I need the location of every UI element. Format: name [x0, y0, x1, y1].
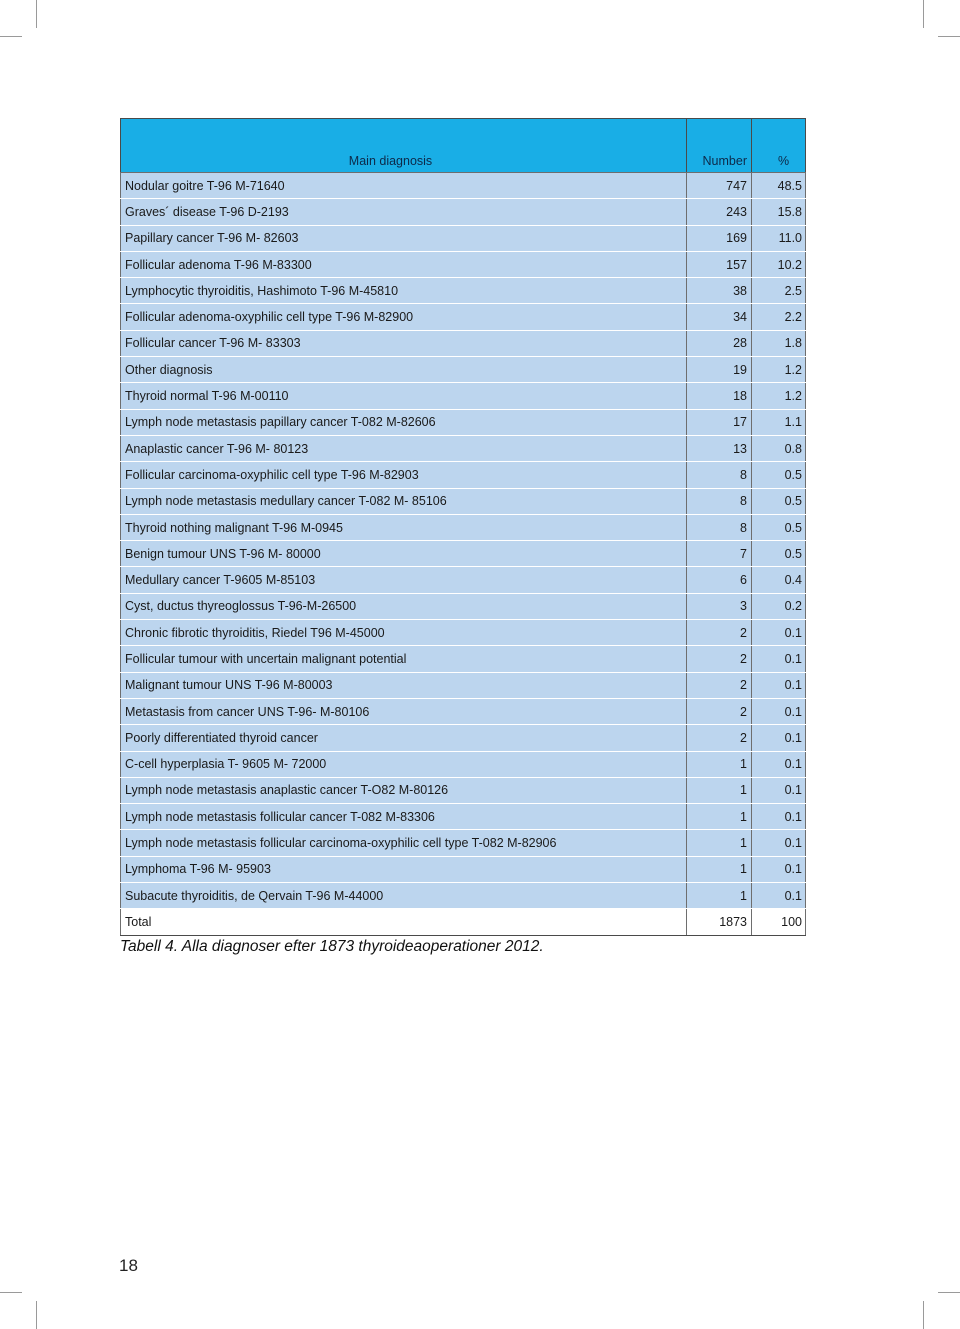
crop-mark	[0, 1292, 22, 1293]
row-diagnosis: Lymph node metastasis follicular cancer T-082 M-83306	[121, 804, 687, 830]
table-total-row	[121, 909, 806, 936]
table-row	[121, 435, 806, 461]
row-diagnosis: Follicular adenoma-oxyphilic cell type T-96 M-82900	[121, 304, 687, 330]
row-percent: 0.1	[752, 856, 806, 882]
table-row	[121, 251, 806, 277]
row-diagnosis: Thyroid normal T-96 M-00110	[121, 383, 687, 409]
table-row	[121, 462, 806, 488]
row-diagnosis: Benign tumour UNS T-96 M- 80000	[121, 541, 687, 567]
row-number: 169	[687, 225, 752, 251]
row-number: 28	[687, 330, 752, 356]
row-number: 19	[687, 357, 752, 383]
table-row	[121, 541, 806, 567]
table-row	[121, 225, 806, 251]
total-number: 1873	[687, 909, 752, 936]
row-diagnosis: Follicular tumour with uncertain malignant potential	[121, 646, 687, 672]
table-row	[121, 830, 806, 856]
row-percent: 2.2	[752, 304, 806, 330]
row-number: 2	[687, 620, 752, 646]
row-percent: 1.2	[752, 383, 806, 409]
table-row	[121, 725, 806, 751]
table-row	[121, 620, 806, 646]
row-number: 8	[687, 488, 752, 514]
crop-mark	[0, 36, 22, 37]
row-diagnosis: Malignant tumour UNS T-96 M-80003	[121, 672, 687, 698]
crop-mark	[923, 0, 924, 28]
row-number: 3	[687, 593, 752, 619]
crop-mark	[36, 1301, 37, 1329]
row-number: 34	[687, 304, 752, 330]
row-percent: 0.1	[752, 725, 806, 751]
row-number: 17	[687, 409, 752, 435]
row-percent: 0.5	[752, 462, 806, 488]
row-percent: 0.1	[752, 620, 806, 646]
row-number: 18	[687, 383, 752, 409]
row-diagnosis: Thyroid nothing malignant T-96 M-0945	[121, 514, 687, 540]
row-diagnosis: Graves´ disease T-96 D-2193	[121, 199, 687, 225]
row-percent: 1.1	[752, 409, 806, 435]
row-percent: 0.4	[752, 567, 806, 593]
row-percent: 0.8	[752, 435, 806, 461]
crop-mark	[938, 36, 960, 37]
row-number: 1	[687, 777, 752, 803]
row-number: 2	[687, 672, 752, 698]
row-number: 1	[687, 804, 752, 830]
row-diagnosis: Cyst, ductus thyreoglossus T-96-M-26500	[121, 593, 687, 619]
table-row	[121, 199, 806, 225]
row-number: 1	[687, 830, 752, 856]
row-number: 13	[687, 435, 752, 461]
table-caption: Tabell 4. Alla diagnoser efter 1873 thyroideaoperationer 2012.	[120, 938, 544, 955]
row-diagnosis: Anaplastic cancer T-96 M- 80123	[121, 435, 687, 461]
row-diagnosis: Nodular goitre T-96 M-71640	[121, 173, 687, 199]
row-percent: 0.1	[752, 698, 806, 724]
table-header-row	[121, 119, 806, 173]
crop-mark	[938, 1292, 960, 1293]
row-number: 243	[687, 199, 752, 225]
table-row	[121, 304, 806, 330]
row-diagnosis: Medullary cancer T-9605 M-85103	[121, 567, 687, 593]
row-number: 6	[687, 567, 752, 593]
row-number: 1	[687, 751, 752, 777]
table-row	[121, 383, 806, 409]
row-number: 8	[687, 514, 752, 540]
table-row	[121, 777, 806, 803]
table-row	[121, 357, 806, 383]
table-row	[121, 330, 806, 356]
row-percent: 0.1	[752, 646, 806, 672]
row-percent: 0.1	[752, 830, 806, 856]
row-diagnosis: Follicular carcinoma-oxyphilic cell type T-96 M-82903	[121, 462, 687, 488]
row-diagnosis: Lymph node metastasis papillary cancer T-082 M-82606	[121, 409, 687, 435]
row-diagnosis: Lymphoma T-96 M- 95903	[121, 856, 687, 882]
row-percent: 0.1	[752, 672, 806, 698]
crop-mark	[36, 0, 37, 28]
header-main-diagnosis: Main diagnosis	[121, 119, 687, 173]
row-number: 8	[687, 462, 752, 488]
row-percent: 0.1	[752, 883, 806, 909]
table-row	[121, 409, 806, 435]
row-diagnosis: C-cell hyperplasia T- 9605 M- 72000	[121, 751, 687, 777]
row-percent: 0.1	[752, 804, 806, 830]
table-row	[121, 173, 806, 199]
row-diagnosis: Chronic fibrotic thyroiditis, Riedel T96 M-45000	[121, 620, 687, 646]
row-diagnosis: Follicular cancer T-96 M- 83303	[121, 330, 687, 356]
table-row	[121, 698, 806, 724]
table-row	[121, 567, 806, 593]
row-percent: 0.5	[752, 488, 806, 514]
table-row	[121, 646, 806, 672]
row-diagnosis: Subacute thyroiditis, de Qervain T-96 M-44000	[121, 883, 687, 909]
row-diagnosis: Lymph node metastasis medullary cancer T-082 M- 85106	[121, 488, 687, 514]
row-number: 7	[687, 541, 752, 567]
row-percent: 15.8	[752, 199, 806, 225]
row-percent: 48.5	[752, 173, 806, 199]
row-percent: 0.5	[752, 541, 806, 567]
table-row	[121, 278, 806, 304]
table-row	[121, 672, 806, 698]
total-percent: 100	[752, 909, 806, 936]
row-diagnosis: Poorly differentiated thyroid cancer	[121, 725, 687, 751]
row-number: 157	[687, 251, 752, 277]
row-diagnosis: Lymph node metastasis follicular carcinoma-oxyphilic cell type T-082 M-82906	[121, 830, 687, 856]
row-percent: 0.2	[752, 593, 806, 619]
row-diagnosis: Metastasis from cancer UNS T-96- M-80106	[121, 698, 687, 724]
table-row	[121, 751, 806, 777]
row-number: 1	[687, 883, 752, 909]
row-number: 2	[687, 646, 752, 672]
row-percent: 2.5	[752, 278, 806, 304]
header-number: Number	[687, 119, 752, 173]
row-percent: 11.0	[752, 225, 806, 251]
table-row	[121, 514, 806, 540]
diagnosis-table	[120, 118, 806, 936]
row-percent: 1.8	[752, 330, 806, 356]
row-percent: 0.1	[752, 751, 806, 777]
table-row	[121, 856, 806, 882]
row-number: 1	[687, 856, 752, 882]
row-diagnosis: Lymphocytic thyroiditis, Hashimoto T-96 M-45810	[121, 278, 687, 304]
total-label: Total	[121, 909, 687, 936]
header-percent: %	[752, 119, 806, 173]
table-row	[121, 804, 806, 830]
row-diagnosis: Follicular adenoma T-96 M-83300	[121, 251, 687, 277]
table-row	[121, 488, 806, 514]
row-percent: 0.5	[752, 514, 806, 540]
row-percent: 10.2	[752, 251, 806, 277]
row-diagnosis: Papillary cancer T-96 M- 82603	[121, 225, 687, 251]
row-number: 2	[687, 725, 752, 751]
table-row	[121, 593, 806, 619]
row-number: 2	[687, 698, 752, 724]
crop-mark	[923, 1301, 924, 1329]
row-percent: 1.2	[752, 357, 806, 383]
row-percent: 0.1	[752, 777, 806, 803]
row-diagnosis: Other diagnosis	[121, 357, 687, 383]
row-number: 747	[687, 173, 752, 199]
row-number: 38	[687, 278, 752, 304]
page-number: 18	[119, 1256, 138, 1275]
table-row	[121, 883, 806, 909]
row-diagnosis: Lymph node metastasis anaplastic cancer T-O82 M-80126	[121, 777, 687, 803]
